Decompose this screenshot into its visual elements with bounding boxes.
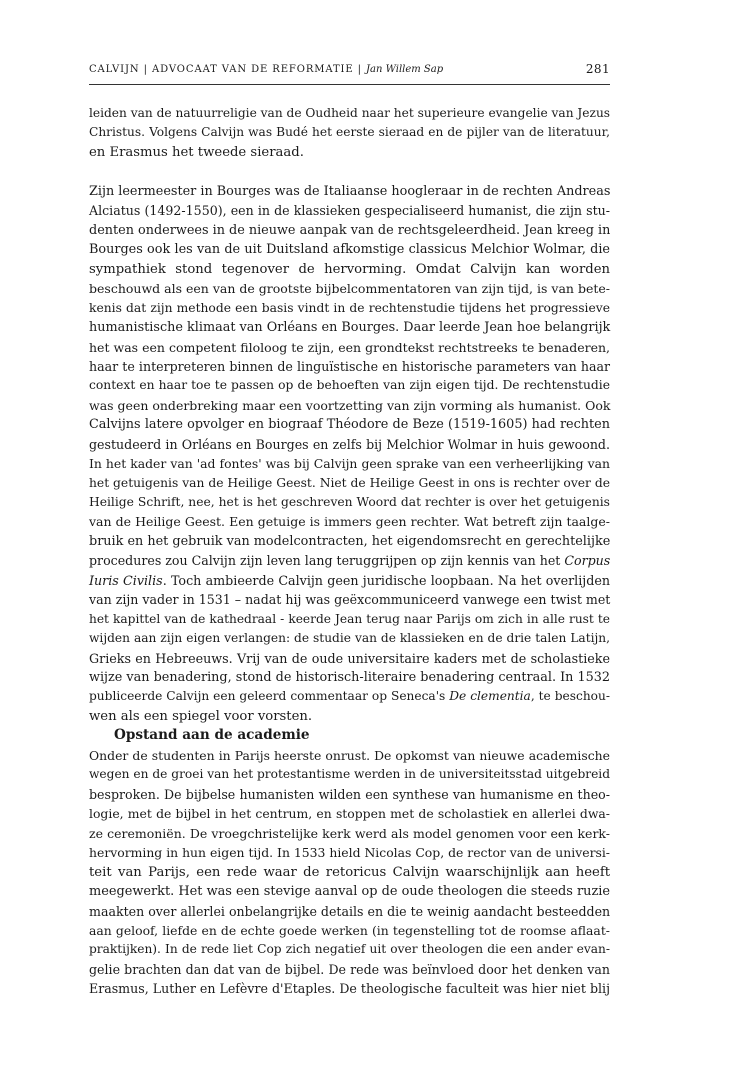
paragraph-1 xyxy=(89,104,610,162)
text-line: praktijken). In de rede liet Cop zich negatief uit over theologen die een ander evan- xyxy=(89,942,610,957)
text-line: en Erasmus het tweede sieraad. xyxy=(89,144,304,160)
text-line: van zijn vader in 1531 – nadat hij was geëxcommuniceerd vanwege een twist met xyxy=(89,592,611,608)
text-line: het kapittel van de kathedraal - keerde Jean terug naar Parijs om zich in alle rust te xyxy=(89,611,610,626)
text-line: aan geloof, liefde en de echte goede werken (in tegenstelling tot de roomse aflaat- xyxy=(89,922,610,938)
document-page xyxy=(89,0,610,1068)
text-line: meegewerkt. Het was een stevige aanval op de oude theologen die steeds ruzie xyxy=(89,884,610,900)
text-line: bruik en het gebruik van modelcontracten, het eigendomsrecht en gerechtelijke xyxy=(89,533,611,549)
text-line: wen als een spiegel voor vorsten. xyxy=(89,708,313,724)
text-segment: , te beschou- xyxy=(530,689,610,704)
italic-term: Corpus xyxy=(564,553,611,569)
paragraph-3 xyxy=(89,746,610,999)
text-line: ze ceremoniën. De vroegchristelijke kerk werd als model genomen voor een kerk- xyxy=(89,825,610,841)
text-line: het getuigenis van de Heilige Geest. Niet de Heilige Geest in ons is rechter over de xyxy=(89,475,610,490)
text-line: Zijn leermeester in Bourges was de Italiaanse hoogleraar in de rechten Andreas xyxy=(89,184,611,199)
text-line: Calvijns latere opvolger en biograaf Théodore de Beze (1519-1605) had rechten xyxy=(89,417,610,433)
text-line: Heilige Schrift, nee, het is het geschreven Woord dat rechter is over het getuigenis xyxy=(89,495,610,509)
header-rule xyxy=(89,84,610,85)
text-line: maakten over allerlei onbelangrijke details en die te weinig aandacht besteedden xyxy=(89,903,611,919)
text-line: van de Heilige Geest. Een getuige is immers geen rechter. Wat betreft zijn taalge- xyxy=(89,514,610,530)
text-line: hervorming in hun eigen tijd. In 1533 hield Nicolas Cop, de rector van de universi- xyxy=(89,845,610,861)
text-line: gelie brachten dan dat van de bijbel. De rede was beïnvloed door het denken van xyxy=(89,961,610,977)
text-line: Grieks en Hebreeuws. Vrij van de oude universitaire kaders met de scholastieke xyxy=(89,650,610,666)
text-line: context en haar toe te passen op de behoeften van zijn eigen tijd. De rechtenstudie xyxy=(89,378,610,393)
text-line: wijze van benadering, stond de historisch-literaire benadering centraal. In 1532 xyxy=(89,669,611,685)
text-line: denten onderwees in de nieuwe aanpak van de rechtsgeleerdheid. Jean kreeg in xyxy=(89,222,611,238)
running-title-text: CALVIJN | ADVOCAAT VAN DE REFORMATIE | xyxy=(89,64,367,75)
text-line: haar te interpreteren binnen de linguïstische en historische parameters van haar xyxy=(89,358,610,374)
page-number: 281 xyxy=(585,62,610,76)
paragraph-2 xyxy=(89,182,610,726)
text-line: humanistische klimaat van Orléans en Bourges. Daar leerde Jean hoe belangrijk xyxy=(89,320,611,336)
text-line: was geen onderbreking maar een voortzetting van zijn vorming als humanist. Ook xyxy=(89,397,611,413)
text-line: wijden aan zijn eigen verlangen: de studie van de klassieken en de drie talen Latijn, xyxy=(89,631,610,646)
text-line: gestudeerd in Orléans en Bourges en zelfs bij Melchior Wolmar in huis gewoond. xyxy=(89,436,610,452)
text-line: Bourges ook les van de uit Duitsland afkomstige classicus Melchior Wolmar, die xyxy=(89,242,610,258)
section-heading: Opstand aan de academie xyxy=(114,727,310,743)
text-line: Christus. Volgens Calvijn was Budé het eerste sieraad en de pijler van de literatuur, xyxy=(89,125,610,140)
text-segment: procedures zou Calvijn zijn leven lang teruggrijpen op zijn kennis van het xyxy=(89,553,565,569)
author-name: Jan Willem Sap xyxy=(366,64,444,75)
text-line-with-italic xyxy=(89,551,610,570)
text-line: Alciatus (1492-1550), een in de klassieken gespecialiseerd humanist, die zijn stu- xyxy=(89,203,610,219)
text-line: wegen en de groei van het protestantisme werden in de universiteitsstad uitgebreid xyxy=(89,767,610,782)
text-segment: . Toch ambieerde Calvijn geen juridische loopbaan. Na het overlijden xyxy=(162,572,611,588)
text-line: beschouwd als een van de grootste bijbelcommentatoren van zijn tijd, is van bete- xyxy=(89,281,610,297)
text-line: leiden van de natuurreligie van de Oudheid naar het superieure evangelie van Jezus xyxy=(89,106,611,120)
running-title xyxy=(89,64,443,75)
text-line-with-italic xyxy=(89,571,610,590)
italic-title: De clementia xyxy=(449,689,531,704)
text-line: teit van Parijs, een rede waar de retoricus Calvijn waarschijnlijk aan heeft xyxy=(89,864,610,880)
text-line: sympathiek stond tegenover de hervorming. Omdat Calvijn kan worden xyxy=(89,261,610,277)
text-segment: publiceerde Calvijn een geleerd commentaar op Seneca's xyxy=(89,689,450,704)
text-line-with-italic xyxy=(89,687,610,706)
text-line: Erasmus, Luther en Lefèvre d'Etaples. De theologische faculteit was hier niet blij xyxy=(89,981,610,997)
text-line: Onder de studenten in Parijs heerste onrust. De opkomst van nieuwe academische xyxy=(89,748,610,763)
italic-term: Iuris Civilis xyxy=(89,572,163,588)
text-line: het was een competent filoloog te zijn, een grondtekst rechtstreeks te benaderen, xyxy=(89,339,610,355)
text-line: logie, met de bijbel in het centrum, en stoppen met de scholastiek en allerlei dwa- xyxy=(89,806,610,822)
text-line: besproken. De bijbelse humanisten wilden een synthese van humanisme en theo- xyxy=(89,786,610,802)
text-line: In het kader van 'ad fontes' was bij Calvijn geen sprake van een verheerlijking van xyxy=(89,456,610,472)
running-head xyxy=(89,62,610,80)
text-line: kenis dat zijn methode een basis vindt in de rechtenstudie tijdens het progressieve xyxy=(89,300,610,315)
